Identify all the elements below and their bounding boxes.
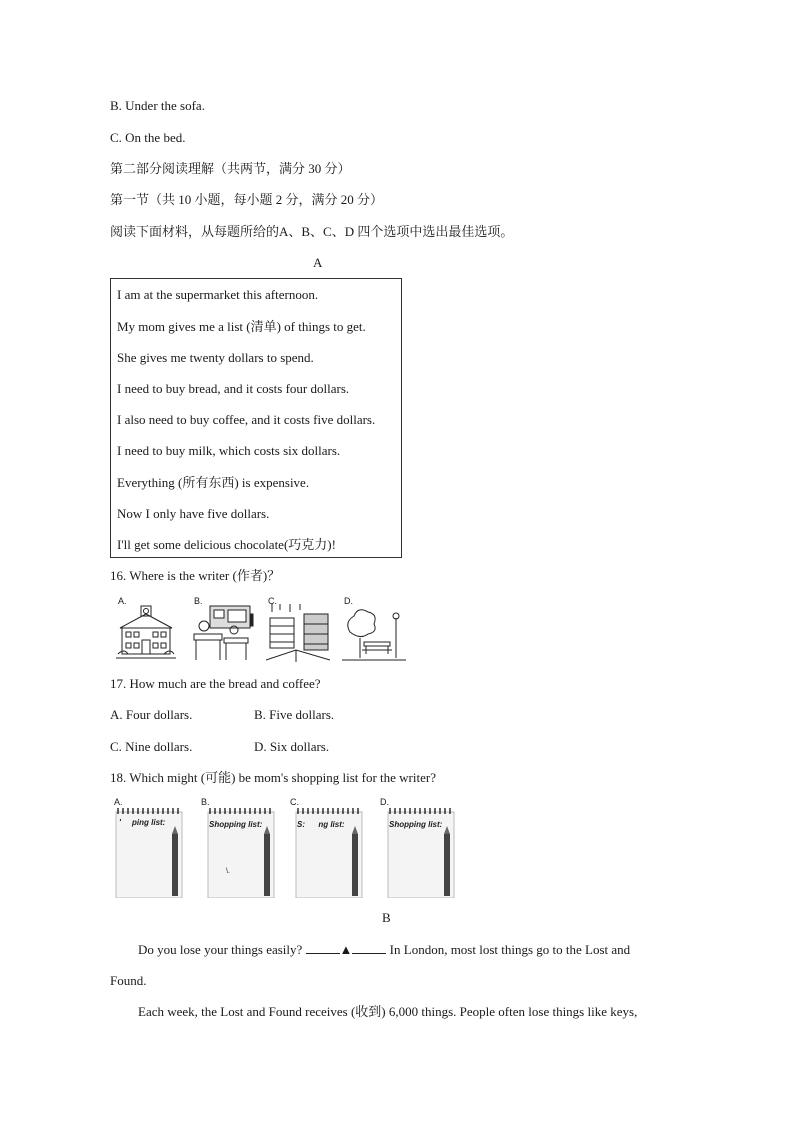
list-title: Shopping list: bbox=[209, 820, 263, 829]
shopping-list-c[interactable] bbox=[294, 806, 364, 898]
list-item-mark: \. bbox=[226, 868, 230, 875]
shopping-list-b[interactable] bbox=[206, 806, 276, 898]
q17-option-a: A. Four dollars. bbox=[110, 707, 193, 722]
part2-heading: 第二部分阅读理解（共两节，满分 30 分） bbox=[110, 161, 351, 176]
q18-option-a-label: A. bbox=[114, 797, 123, 807]
q16-stem: 16. Where is the writer (作者)？ bbox=[110, 568, 281, 583]
q18-stem: 18. Which might (可能) be mom's shopping list for the writer? bbox=[110, 770, 436, 785]
classroom-desks-icon[interactable] bbox=[190, 604, 254, 664]
passage-a-line: She gives me twenty dollars to spend. bbox=[117, 350, 314, 365]
passage-b-paragraph-2: Each week, the Lost and Found receives (收到) 6,000 things. People often lose things like keys, bbox=[138, 1004, 638, 1019]
passage-b-text: In London, most lost things go to the Lost and bbox=[386, 942, 631, 957]
q16-option-a-label: A. bbox=[118, 596, 127, 606]
passage-b-label: B bbox=[382, 910, 391, 925]
instruction-text: 阅读下面材料，从每题所给的A、B、C、D 四个选项中选出最佳选项。 bbox=[110, 224, 514, 239]
q17-stem: 17. How much are the bread and coffee? bbox=[110, 676, 321, 691]
list-title: S: ng list: bbox=[297, 820, 345, 829]
passage-a-box bbox=[110, 278, 402, 558]
q16-option-c-label: C. bbox=[268, 596, 277, 606]
blank-line bbox=[306, 942, 340, 954]
passage-b-paragraph-1 bbox=[138, 942, 630, 958]
passage-a-line: My mom gives me a list (清单) of things to get. bbox=[117, 319, 366, 334]
park-bench-icon[interactable] bbox=[342, 604, 406, 664]
passage-a-line: I'll get some delicious chocolate(巧克力)! bbox=[117, 537, 336, 552]
q16-option-d-label: D. bbox=[344, 596, 353, 606]
school-building-icon[interactable] bbox=[114, 604, 178, 664]
q18-option-b-label: B. bbox=[201, 797, 210, 807]
passage-a-line: I am at the supermarket this afternoon. bbox=[117, 287, 319, 302]
blank-line bbox=[352, 942, 386, 954]
supermarket-aisle-icon[interactable] bbox=[266, 604, 330, 664]
q17-option-d: D. Six dollars. bbox=[254, 739, 330, 754]
passage-a-line: I need to buy bread, and it costs four dollars. bbox=[117, 381, 350, 396]
passage-b-text: Do you lose your things easily? bbox=[138, 942, 303, 957]
q18-option-c-label: C. bbox=[290, 797, 299, 807]
passage-a-line: Everything (所有东西) is expensive. bbox=[117, 475, 310, 490]
shopping-list-a[interactable] bbox=[114, 806, 184, 898]
q17-option-c: C. Nine dollars. bbox=[110, 739, 193, 754]
list-title: ' ping list: bbox=[119, 818, 166, 827]
shopping-list-d[interactable] bbox=[386, 806, 456, 898]
passage-a-line: I also need to buy coffee, and it costs five dollars. bbox=[117, 412, 376, 427]
passage-a-line: Now I only have five dollars. bbox=[117, 506, 270, 521]
q17-option-b: B. Five dollars. bbox=[254, 707, 335, 722]
list-title: Shopping list: bbox=[389, 820, 443, 829]
option-c-text: C. On the bed. bbox=[110, 130, 186, 145]
passage-a-label: A bbox=[313, 255, 323, 270]
passage-b-paragraph-1-cont: Found. bbox=[110, 973, 147, 988]
blank-marker: ▲ bbox=[339, 942, 353, 957]
option-b-text: B. Under the sofa. bbox=[110, 98, 205, 113]
passage-a-line: I need to buy milk, which costs six dollars. bbox=[117, 443, 341, 458]
q16-option-b-label: B. bbox=[194, 596, 203, 606]
q18-option-d-label: D. bbox=[380, 797, 389, 807]
section1-heading: 第一节（共 10 小题，每小题 2 分，满分 20 分） bbox=[110, 192, 384, 207]
